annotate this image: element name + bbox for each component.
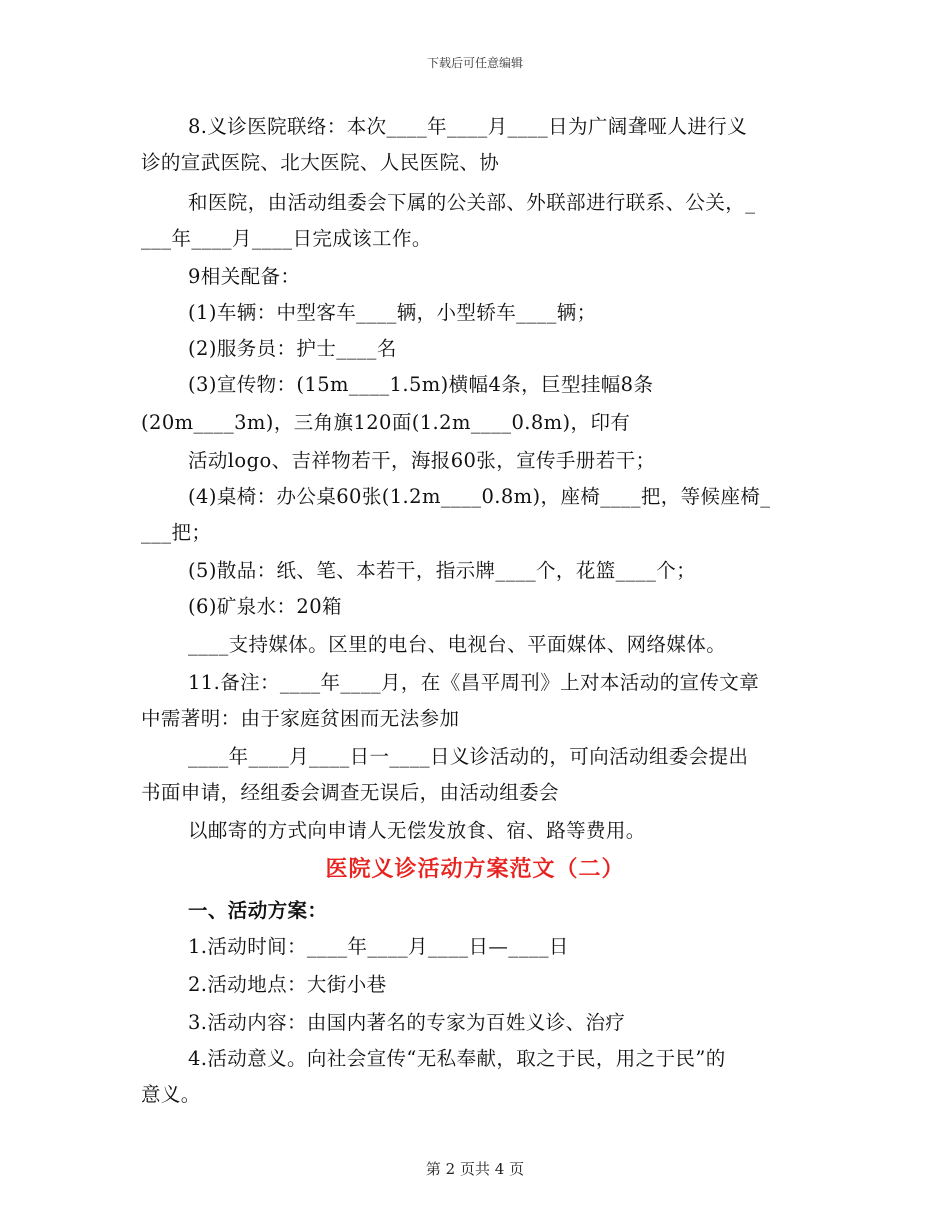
paragraph-line: (5)散品：纸、笔、本若干，指示牌____个，花篮____个； [188, 559, 697, 582]
paragraph-line: 以邮寄的方式向申请人无偿发放食、宿、路等费用。 [188, 819, 646, 842]
paragraph-line: (1)车辆：中型客车____辆，小型轿车____辆； [188, 301, 597, 324]
paragraph-line: ___年____月____日完成该工作。 [141, 227, 432, 250]
paragraph-line: 意义。 [141, 1083, 201, 1106]
paragraph-line: 3.活动内容：由国内著名的专家为百姓义诊、治疗 [188, 1011, 626, 1034]
paragraph-line: 4.活动意义。向社会宣传“无私奉献，取之于民，用之于民”的 [188, 1047, 726, 1070]
paragraph-line: (20m____3m)，三角旗120面(1.2m____0.8m)，印有 [141, 411, 631, 434]
section-heading: 一、活动方案： [188, 899, 328, 922]
paragraph-line: 2.活动地点：大街小巷 [188, 973, 387, 996]
paragraph-line: (3)宣传物：(15m____1.5m)横幅4条，巨型挂幅8条 [188, 373, 654, 396]
paragraph-line: 和医院，由活动组委会下属的公关部、外联部进行联系、公关，_ [188, 191, 756, 214]
section-title: 医院义诊活动方案范文（二） [325, 856, 625, 882]
paragraph-line: ___把； [141, 521, 212, 544]
paragraph-line: ____年____月____日一____日义诊活动的，可向活动组委会提出 [188, 745, 749, 768]
paragraph-line: 8.义诊医院联络：本次____年____月____日为广阔聋哑人进行义 [188, 115, 748, 138]
page-number: 第 2 页共 4 页 [425, 1160, 525, 1178]
paragraph-line: 1.活动时间：____年____月____日—____日 [188, 935, 569, 958]
page-header-note: 下载后可任意编辑 [426, 56, 523, 70]
paragraph-line: (2)服务员：护士____名 [188, 337, 397, 360]
paragraph-line: 诊的宣武医院、北大医院、人民医院、协 [141, 151, 500, 174]
paragraph-line: 9相关配备： [188, 265, 301, 288]
paragraph-line: 书面申请，经组委会调查无误后，由活动组委会 [141, 781, 559, 804]
paragraph-line: 中需著明：由于家庭贫困而无法参加 [141, 707, 460, 730]
paragraph-line: (4)桌椅：办公桌60张(1.2m____0.8m)，座椅____把，等候座椅_ [188, 485, 771, 508]
paragraph-line: 活动logo、吉祥物若干，海报60张，宣传手册若干； [188, 449, 656, 472]
paragraph-line: (6)矿泉水：20箱 [188, 595, 342, 618]
paragraph-line: ____支持媒体。区里的电台、电视台、平面媒体、网络媒体。 [188, 633, 727, 656]
paragraph-line: 11.备注：____年____月，在《昌平周刊》上对本活动的宣传文章 [188, 671, 760, 694]
